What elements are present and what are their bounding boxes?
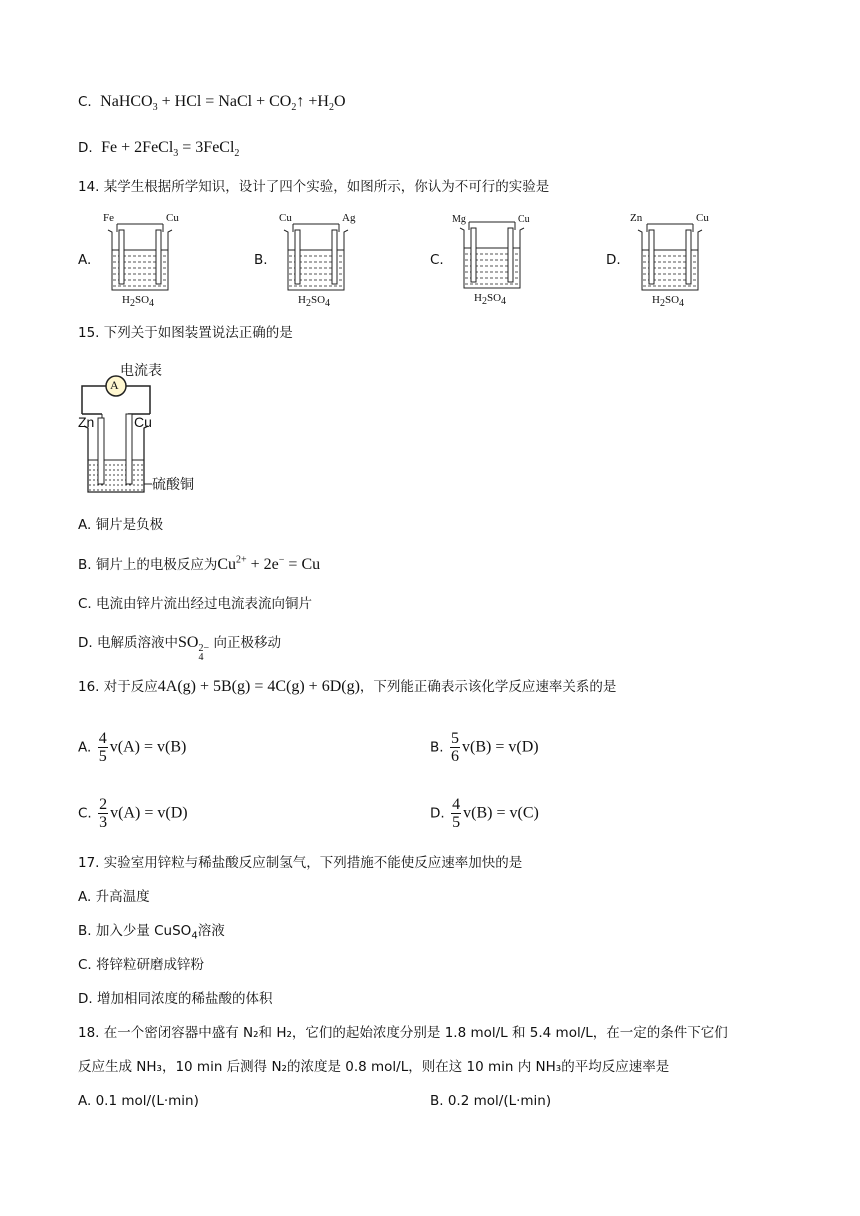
- q13-option-c: C. NaHCO$_3$ + HCl = NaCl + $CO_2↑ +H_2O$: [78, 93, 346, 114]
- equation-c: NaHCO$_3$ + HCl = NaCl + $CO_2↑ +H_2O$: [96, 93, 346, 114]
- q18-option-a: A. 0.1 mol/(L·min): [78, 1093, 199, 1109]
- beaker-d-icon: [630, 218, 710, 298]
- q16-option-c: C. $\frac{2}{3}$ v(A) = v(D): [78, 796, 188, 831]
- q16-option-b: B. $\frac{5}{6}$ v(B) = v(D): [430, 730, 539, 765]
- q18-stem-line1: 18. 在一个密闭容器中盛有 N₂和 H₂，它们的起始浓度分别是 1.8 mol/L 和 5.4 mol/L，在一定的条件下它们: [78, 1025, 728, 1041]
- equation-d: Fe + 2FeCl$_3$ = 3FeCl$_2$: [97, 139, 240, 160]
- q14-option-b-label: B.: [254, 252, 268, 268]
- q14-stem: 14. 某学生根据所学知识，设计了四个实验，如图所示，你认为不可行的实验是: [78, 179, 550, 195]
- q16-option-a: A. $\frac{4}{5}$ v(A) = v(B): [78, 730, 187, 765]
- cu-electrode-label: Cu: [134, 414, 152, 430]
- q14-option-a-label: A.: [78, 252, 92, 268]
- ammeter-symbol: A: [110, 378, 119, 392]
- reaction-equation: 4A(g) + 5B(g) = 4C(g) + 6D(g): [157, 678, 360, 695]
- q17-option-c: C. 将锌粒研磨成锌粉: [78, 957, 205, 973]
- q17-stem: 17. 实验室用锌粒与稀盐酸反应制氢气，下列措施不能使反应速率加快的是: [78, 855, 523, 871]
- sulfate-ion: SO 2− 4: [177, 634, 210, 663]
- q14-beaker-d: Zn Cu $H_2SO_4$: [630, 212, 709, 310]
- electrode-reaction: $Cu^{2+} + 2e^- = Cu$: [217, 554, 321, 573]
- q15-stem: 15. 下列关于如图装置说法正确的是: [78, 325, 293, 341]
- q13-option-d: D. Fe + 2FeCl$_3$ = 3FeCl$_2$: [78, 139, 240, 160]
- q14-beaker-b: Cu Ag $H_2SO_4$: [276, 210, 356, 310]
- q17-option-a: A. 升高温度: [78, 889, 150, 905]
- beaker-b-icon: [276, 218, 356, 298]
- q15-option-b: B. 铜片上的电极反应为$Cu^{2+} + 2e^- = Cu$: [78, 554, 321, 573]
- solution-label: 硫酸铜: [152, 477, 194, 493]
- q15-option-d: D. 电解质溶液中SO 2− 4 向正极移动: [78, 634, 282, 663]
- q17-option-b: B. 加入少量 CuSO$_4$溶液: [78, 923, 225, 942]
- zn-electrode-label: Zn: [78, 414, 95, 430]
- q14-option-c-label: C.: [430, 252, 444, 268]
- q18-option-b: B. 0.2 mol/(L·min): [430, 1093, 552, 1109]
- q18-stem-line2: 反应生成 NH₃，10 min 后测得 N₂的浓度是 0.8 mol/L，则在这 10 min 内 NH₃的平均反应速率是: [78, 1059, 670, 1075]
- beaker-c-icon: [452, 216, 532, 296]
- ammeter-label: 电流表: [120, 363, 162, 379]
- q16-option-d: D. $\frac{4}{5}$ v(B) = v(C): [430, 796, 539, 831]
- q15-diagram: [78, 356, 218, 498]
- q14-beaker-c: Mg Cu $H_2SO_4$: [452, 210, 532, 310]
- q16-stem: 16. 对于反应4A(g) + 5B(g) = 4C(g) + 6D(g)，下列能正确表示该化学反应速率关系的是: [78, 678, 617, 695]
- beaker-a-icon: [100, 218, 180, 298]
- q14-option-d-label: D.: [606, 252, 621, 268]
- q15-option-a: A. 铜片是负极: [78, 517, 164, 533]
- q17-option-d: D. 增加相同浓度的稀盐酸的体积: [78, 991, 273, 1007]
- q14-beaker-a: Fe Cu $H_2SO_4$: [100, 210, 180, 310]
- q15-option-c: C. 电流由锌片流出经过电流表流向铜片: [78, 596, 313, 612]
